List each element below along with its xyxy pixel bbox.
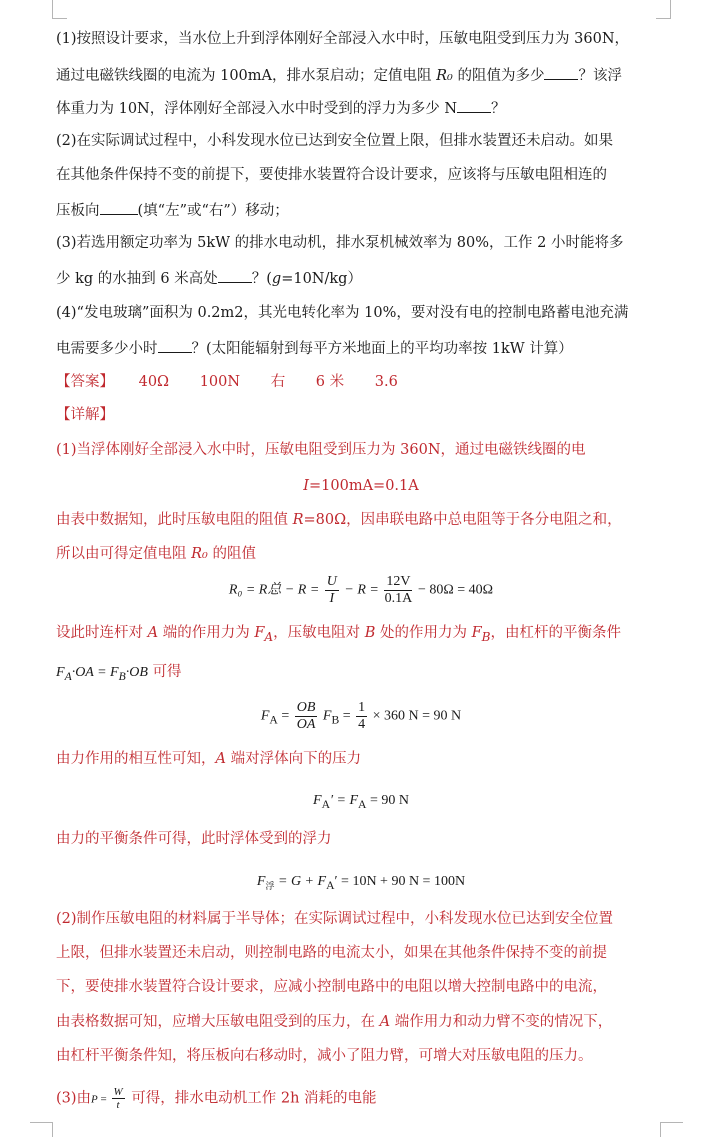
s1-text: 的阻值	[207, 546, 256, 562]
answer-blank[interactable]	[158, 338, 192, 353]
frac-num: OB	[296, 700, 316, 715]
s2-text: 由表格数据可知，应增大压敏电阻受到的压力，在	[56, 1014, 380, 1030]
var-r0: R₀	[191, 546, 208, 562]
s3-text: (3)由	[56, 1090, 92, 1107]
frac-den: OA	[296, 717, 316, 732]
q3-line-1: (3)若选用额定功率为 5kW 的排水电动机，排水泵机械效率为 80%，工作 2 小时能将多	[56, 235, 624, 251]
s3-text: 可得，排水电动机工作 2h 消耗的电能	[126, 1090, 377, 1107]
frac-num: U	[326, 574, 337, 589]
var-a: A	[215, 751, 226, 767]
q1-text: 体重力为 10N，浮体刚好全部浸入水中时受到的浮力为多少 N	[56, 101, 458, 117]
s2-line-4	[56, 1013, 612, 1031]
sub-float: 浮	[265, 880, 275, 891]
q1-line-1: (1)按照设计要求，当水位上升到浮体刚好全部浸入水中时，压敏电阻受到压力为 360N，	[56, 31, 630, 47]
q4-line-2	[56, 338, 573, 358]
eq-text: ·OB	[125, 665, 148, 680]
frac-num: W	[113, 1086, 123, 1098]
eq-text: ·OA = F	[71, 665, 119, 680]
frac-den: 4	[358, 717, 366, 732]
s1-text: 端的作用力为	[158, 625, 255, 641]
eq-text: F	[313, 793, 322, 808]
q2-text: (填“左”或“右”）移动；	[137, 203, 289, 219]
var-b: B	[364, 625, 376, 641]
eq-text: =	[339, 708, 355, 724]
eq-fa	[0, 700, 722, 733]
s1-text: 端对浮体向下的压力	[225, 751, 362, 767]
fraction-1-over-4	[356, 700, 367, 733]
s1-line-1: (1)当浮体刚好全部浸入水中时，压敏电阻受到压力为 360N，通过电磁铁线圈的电	[56, 442, 586, 458]
eq-text: ′ = 10N + 90 N = 100N	[334, 874, 466, 889]
eq-text: =	[100, 1093, 107, 1106]
s1-text: =80Ω，因串联电路中总电阻等于各分电阻之和，	[303, 512, 622, 528]
eq-buoyancy	[0, 873, 722, 895]
s1-text: ，压敏电阻对	[273, 625, 365, 641]
s2-line-1: (2)制作压敏电阻的材料属于半导体；在实际调试过程中，小科发现水位已达到安全位置	[56, 911, 614, 927]
fraction-12v-over-01a	[384, 574, 412, 607]
fraction-w-over-t	[112, 1086, 125, 1111]
q1-text: ？该浮	[578, 68, 622, 84]
frac-num: 12V	[386, 574, 411, 589]
eq-text: − R =	[344, 582, 383, 598]
s1-line-7: 由力的平衡条件可得，此时浮体受到的浮力	[56, 831, 332, 847]
eq-text: =	[277, 708, 293, 724]
eq-text: × 360 N = 90 N	[372, 708, 462, 724]
s2-line-5: 由杠杆平衡条件知，将压板向右移动时，减小了阻力臂，可增大对压敏电阻的压力。	[56, 1048, 593, 1064]
q2-line-1: (2)在实际调试过程中，小科发现水位已达到安全位置上限，但排水装置还未启动。如果	[56, 133, 614, 149]
answer-blank[interactable]	[218, 268, 252, 283]
answer-blank[interactable]	[457, 98, 491, 113]
q3-line-2	[56, 268, 362, 288]
crop-mark-top-right	[656, 0, 671, 19]
s3-line-1	[56, 1086, 377, 1111]
q4-text: ？(太阳能辐射到每平方米地面上的平均功率按 1kW 计算）	[191, 341, 573, 357]
eq-current	[0, 477, 722, 495]
detail-label: 【详解】	[56, 407, 114, 423]
s1-line-2	[56, 511, 622, 529]
s1-text: 设此时连杆对	[56, 625, 148, 641]
s2-text: 端作用力和动力臂不变的情况下，	[390, 1014, 613, 1030]
answer-blank[interactable]	[100, 200, 138, 215]
q2-line-3	[56, 200, 289, 220]
eq-fa-prime	[0, 792, 722, 814]
sub-a: A	[321, 797, 330, 811]
s1-text: 可得	[147, 664, 182, 680]
q1-text: ？	[491, 101, 506, 117]
eq-text: ′ = F	[329, 793, 359, 808]
eq-text: F	[56, 665, 65, 680]
eq-text: = G + F	[274, 874, 327, 889]
q2-text: 压板向	[56, 203, 100, 219]
eq-text: F	[322, 708, 332, 724]
var-p: P	[91, 1093, 98, 1106]
s1-text: 由力作用的相互性可知，	[56, 751, 216, 767]
fraction-u-over-i	[325, 574, 339, 607]
s1-line-5	[56, 663, 182, 686]
eq-text: R₀ = R总 − R =	[228, 582, 323, 598]
q3-text: 少 kg 的水抽到 6 米高处	[56, 271, 218, 287]
q1-text: 通过电磁铁线圈的电流为 100mA，排水泵启动；定值电阻	[56, 68, 437, 84]
sub-b: B	[481, 629, 491, 644]
answer-blank[interactable]	[544, 65, 578, 80]
s1-text: 由表中数据知，此时压敏电阻的阻值	[56, 512, 293, 528]
answer-label: 【答案】	[56, 374, 114, 390]
q3-text: =10N/kg）	[281, 271, 362, 287]
s1-line-4: 设此时连杆对 A 端的作用力为 $F_A$，压敏电阻对 B 处的作用力为 $F_B$，由杠杆的平衡条件	[56, 625, 622, 644]
frac-den: t	[116, 1099, 120, 1111]
frac-num: 1	[358, 700, 366, 715]
var-a: A	[147, 625, 159, 641]
var-i: I	[303, 478, 309, 494]
q1-line-2	[56, 65, 622, 85]
frac-den: I	[329, 591, 335, 606]
q4-line-1: (4)“发电玻璃”面积为 0.2m2，其光电转化率为 10%，要对没有电的控制电路蓄电池充满	[56, 305, 629, 321]
eq-text: = 90 N	[366, 793, 409, 808]
var-r0: R₀	[436, 68, 453, 84]
answer-value: 3.6	[374, 374, 398, 390]
q2-line-2: 在其他条件保持不变的前提下，要使排水装置符合设计要求，应该将与压敏电阻相连的	[56, 167, 607, 183]
q4-text: 电需要多少小时	[56, 341, 158, 357]
eq-r0	[0, 574, 722, 607]
var-g: g	[271, 271, 282, 287]
sub-a: A	[64, 669, 72, 683]
s2-line-2: 上限，但排水装置还未启动，则控制电路的电流太小，如果在其他条件保持不变的前提	[56, 945, 607, 961]
sub-a: A	[269, 713, 278, 727]
s1-text: 所以由可得定值电阻	[56, 546, 192, 562]
answer-line	[56, 373, 424, 391]
sub-a: A	[264, 629, 274, 644]
answer-value: 100N	[199, 374, 241, 390]
s1-text: ，由杠杆的平衡条件	[490, 625, 622, 641]
sub-a: A	[326, 878, 335, 892]
q1-text: 的阻值为多少	[452, 68, 545, 84]
sub-b: B	[331, 713, 340, 727]
s2-line-3: 下，要使排水装置符合设计要求，应减小控制电路中的电阻以增大控制电路中的电流，	[56, 979, 607, 995]
s1-line-6	[56, 750, 361, 768]
eq-text: − 80Ω = 40Ω	[417, 582, 494, 598]
frac-den: 0.1A	[384, 591, 413, 606]
answer-value: 6 米	[315, 374, 345, 390]
s1-line-3	[56, 545, 256, 563]
answer-value: 右	[270, 374, 286, 390]
q3-text: ？(	[251, 271, 272, 287]
s1-text: 处的作用力为	[375, 625, 472, 641]
answer-value: 40Ω	[138, 374, 170, 390]
crop-mark-bottom-left	[30, 1122, 53, 1137]
fraction-ob-over-oa	[295, 700, 318, 733]
var-r: R	[292, 512, 304, 528]
eq-text: F	[256, 874, 266, 889]
var-a: A	[379, 1014, 391, 1030]
crop-mark-bottom-right	[660, 1122, 683, 1137]
eq-text: F	[260, 708, 270, 724]
crop-mark-top-left	[52, 0, 67, 19]
sub-b: B	[118, 669, 126, 683]
q1-line-3	[56, 98, 506, 118]
sub-a: A	[358, 797, 367, 811]
eq-text: =100mA=0.1A	[309, 478, 419, 494]
